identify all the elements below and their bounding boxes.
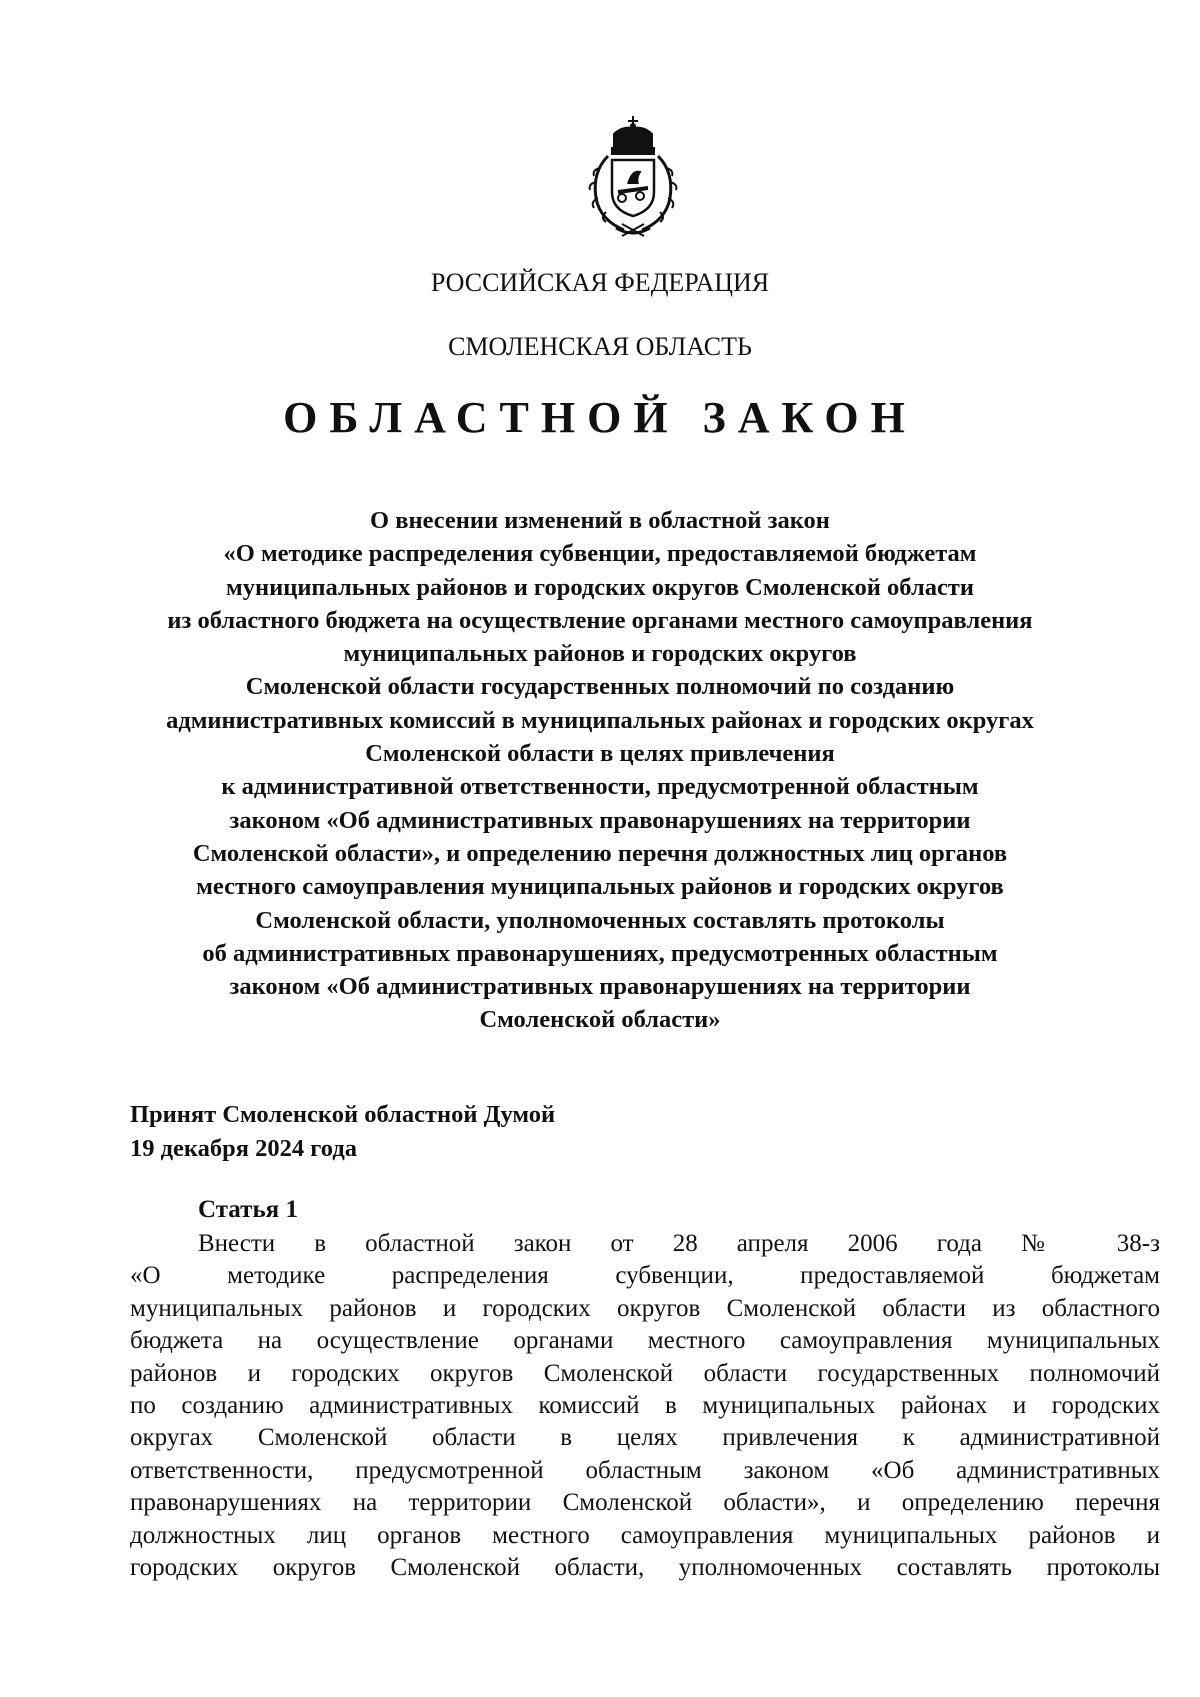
heading-line: Смоленской области в целях привлечения <box>365 740 835 768</box>
heading-line: муниципальных районов и городских округов <box>343 640 857 668</box>
heading-line: об административных правонарушениях, предусмотренных областным <box>202 939 998 967</box>
article-line: должностных лиц органов местного самоуправления муниципальных районов и <box>130 1521 1160 1549</box>
law-type-title: ОБЛАСТНОЙ ЗАКОН <box>283 393 917 442</box>
article-line: правонарушениях на территории Смоленской области», и определению перечня <box>130 1489 1160 1517</box>
heading-line: из областного бюджета на осуществление органами местного самоуправления <box>167 606 1033 634</box>
heading-line: Смоленской области», и определению перечня должностных лиц органов <box>192 839 1008 867</box>
article-title: Статья 1 <box>198 1196 298 1223</box>
article-line: по созданию административных комиссий в муниципальных районах и городских <box>130 1392 1160 1420</box>
adoption-date: 19 декабря 2024 года <box>130 1135 357 1162</box>
heading-line: законом «Об административных правонарушениях на территории <box>229 973 971 1001</box>
heading-line: Смоленской области государственных полномочий по созданию <box>245 673 955 701</box>
heading-line: О внесении изменений в областной закон <box>370 507 830 534</box>
heading-line: законом «Об административных правонарушениях на территории <box>229 806 971 834</box>
article-line: ответственности, предусмотренной областным законом «Об административных <box>130 1456 1160 1484</box>
article-line: Внести в областной закон от 28 апреля 2006 года № 38-з <box>198 1230 1160 1257</box>
adoption-note <box>130 1098 555 1166</box>
coat-of-arms-icon <box>578 112 688 242</box>
article-line: городских округов Смоленской области, уполномоченных составлять протоколы <box>130 1554 1160 1582</box>
law-heading <box>100 504 1100 1037</box>
article-line: округах Смоленской области в целях привлечения к административной <box>130 1424 1160 1452</box>
heading-line: Смоленской области, уполномоченных составлять протоколы <box>255 906 945 934</box>
article-line: районов и городских округов Смоленской области государственных полномочий <box>130 1359 1160 1387</box>
heading-line: «О методике распределения субвенции, предоставляемой бюджетам <box>223 540 977 568</box>
heading-line: административных комиссий в муниципальных районах и городских округах <box>166 706 1034 734</box>
heading-line: к административной ответственности, предусмотренной областным <box>221 773 979 801</box>
adoption-body: Принят Смоленской областной Думой <box>130 1101 556 1128</box>
article-body <box>130 1228 1160 1584</box>
heading-line: местного самоуправления муниципальных районов и городских округов <box>196 873 1004 901</box>
article-line: муниципальных районов и городских округов Смоленской области из областного <box>130 1294 1160 1322</box>
heading-line: муниципальных районов и городских округов Смоленской области <box>226 573 974 601</box>
heading-line: Смоленской области» <box>479 1006 721 1034</box>
article-line: «О методике распределения субвенции, предоставляемой бюджетам <box>130 1262 1160 1290</box>
region-name: СМОЛЕНСКАЯ ОБЛАСТЬ <box>448 332 752 361</box>
country-name: РОССИЙСКАЯ ФЕДЕРАЦИЯ <box>430 268 770 297</box>
article-line: бюджета на осуществление органами местного самоуправления муниципальных <box>130 1327 1160 1355</box>
